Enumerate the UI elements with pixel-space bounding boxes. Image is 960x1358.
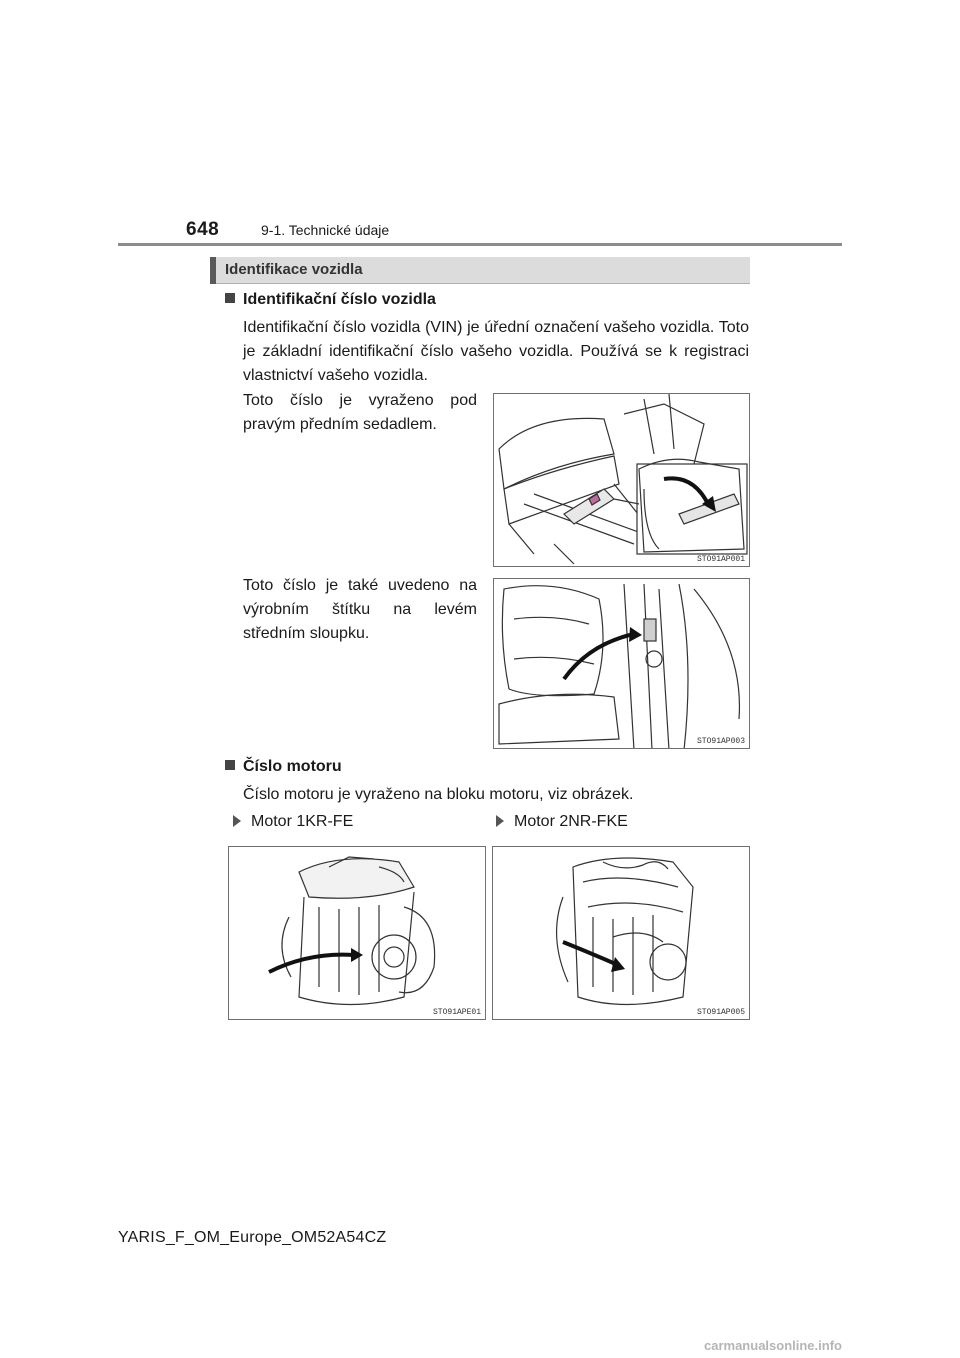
vin-intro-paragraph: Identifikační číslo vozidla (VIN) je úřední označení vašeho vozidla. Toto je základní identifikační číslo vašeho vozidla. Používá se k registraci vlastnictví vašeho vozidla. — [243, 319, 749, 384]
vin-note-pillar: Toto číslo je také uvedeno na výrobním štítku na levém středním sloupku. — [243, 577, 477, 642]
heading-accent-bar — [210, 257, 216, 284]
motor-1kr-label — [233, 813, 353, 831]
engine-paragraph: Číslo motoru je vyraženo na bloku motoru, viz obrázek. — [243, 786, 634, 803]
page-number: 648 — [186, 219, 220, 240]
figure-code: STO91AP001 — [696, 555, 745, 564]
header-rule — [118, 243, 842, 246]
pillar-illustration — [494, 579, 750, 749]
triangle-bullet-icon — [233, 815, 241, 827]
vin-subheading-text: Identifikační číslo vozidla — [243, 291, 436, 308]
figure-code: STO91APE01 — [432, 1008, 481, 1017]
watermark: carmanualsonline.info — [704, 1338, 842, 1353]
square-bullet-icon — [225, 760, 235, 770]
figure-seat-vin — [493, 393, 750, 567]
motor-2nr-label — [496, 813, 628, 831]
heading-box — [210, 257, 750, 284]
figure-engine-2nr — [492, 846, 750, 1020]
engine-2nr-illustration — [493, 847, 750, 1020]
figure-code: STO91AP003 — [696, 737, 745, 746]
triangle-bullet-icon — [496, 815, 504, 827]
figure-pillar-plate — [493, 578, 750, 749]
figure-engine-1kr — [228, 846, 486, 1020]
square-bullet-icon — [225, 293, 235, 303]
heading-title: Identifikace vozidla — [225, 261, 363, 278]
figure-code: STO91AP005 — [696, 1008, 745, 1017]
seat-illustration — [494, 394, 750, 567]
footer-doc-id: YARIS_F_OM_Europe_OM52A54CZ — [118, 1229, 387, 1246]
engine-subheading — [225, 758, 342, 776]
engine-1kr-illustration — [229, 847, 486, 1020]
vin-note-seat: Toto číslo je vyraženo pod pravým předním sedadlem. — [243, 392, 477, 433]
motor-1kr-text: Motor 1KR-FE — [251, 813, 354, 830]
section-title: 9-1. Technické údaje — [261, 222, 390, 238]
vin-subheading — [225, 291, 436, 309]
engine-subheading-text: Číslo motoru — [243, 758, 342, 775]
motor-2nr-text: Motor 2NR-FKE — [514, 813, 628, 830]
